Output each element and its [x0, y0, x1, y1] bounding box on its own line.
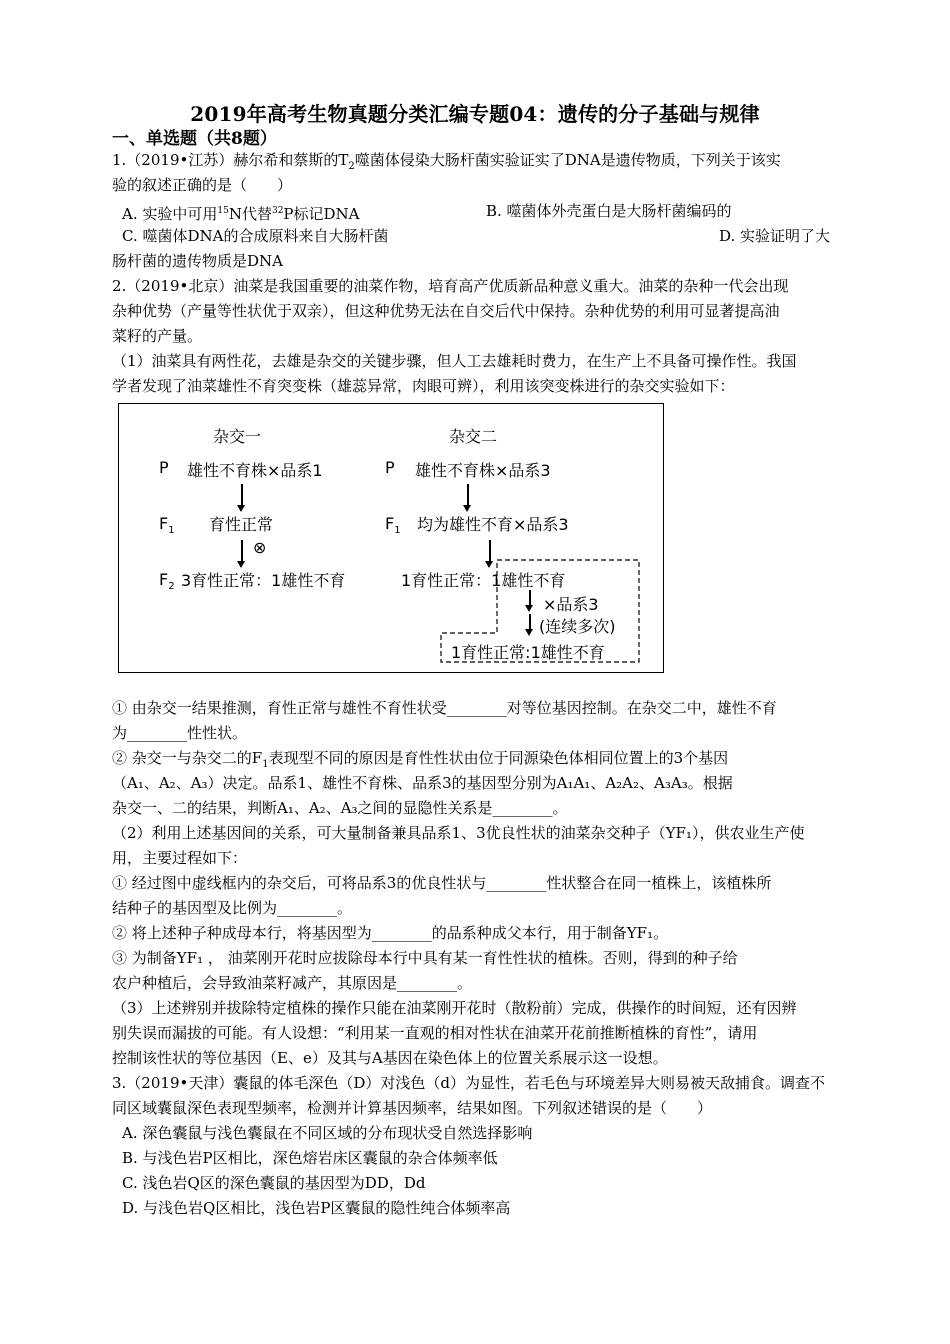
q2-part2-sub1-line2: 结种子的基因型及比例为________。: [112, 899, 353, 917]
q1-option-c: C. 噬菌体DNA的合成原料来自大肠杆菌: [122, 227, 389, 245]
q1-stem-line2: 验的叙述正确的是（ ）: [112, 176, 293, 194]
q2-sub2-line3: 杂交一、二的结果，判断A₁、A₂、A₃之间的显隐性关系是________。: [112, 799, 568, 817]
cross1-f2-label: $F_2$: [159, 570, 175, 593]
cross2-title: 杂交二: [449, 427, 498, 446]
q2-sub1-line2: 为________性性状。: [112, 724, 248, 742]
dashed-repeat-note: (连续多次): [539, 617, 616, 636]
cross2-parents: 雄性不育株×品系3: [415, 461, 551, 480]
cross2-f1-result: 均为雄性不育×品系3: [417, 515, 569, 534]
selfing-symbol: ⊗: [253, 538, 267, 557]
q2-part2-sub2: ② 将上述种子种成母本行，将基因型为________的品系种成父本行，用于制备YF₁。: [112, 924, 669, 942]
q2-part2-line2: 用，主要过程如下：: [112, 849, 248, 867]
q2-part2-sub1-line1: ① 经过图中虚线框内的杂交后，可将品系3的优良性状与________性状整合在同一植株上，该植株所: [112, 874, 772, 892]
dashed-arrow-1: [529, 590, 531, 606]
dashed-arrow-2: [529, 614, 531, 630]
q2-part3-line3: 控制该性状的等位基因（E、e）及其与A基因在染色体上的位置关系展示这一设想。: [112, 1049, 668, 1067]
q3-stem-line2: 同区域囊鼠深色表现型频率，检测并计算基因频率，结果如图。下列叙述错误的是（ ）: [112, 1099, 713, 1117]
q3-option-c: C. 浅色岩Q区的深色囊鼠的基因型为DD，Dd: [122, 1174, 426, 1192]
page-title: 2019年高考生物真题分类汇编专题04：遗传的分子基础与规律: [190, 102, 760, 126]
q2-stem-line1: 2.（2019•北京）油菜是我国重要的油菜作物，培育高产优质新品种意义重大。油菜的杂种一代会出现: [112, 277, 789, 295]
q2-sub2-line1: ② 杂交一与杂交二的$F_1$表现型不同的原因是育性性状由位于同源染色体相同位置上的3个基因: [112, 749, 729, 770]
q2-sub2-line2: （A₁、A₂、A₃）决定。品系1、雄性不育株、品系3的基因型分别为A₁A₁、A₂A₂、A₃A₃。根据: [112, 774, 733, 792]
dashed-cross-line3: ×品系3: [543, 595, 599, 614]
q3-option-d: D. 与浅色岩Q区相比，浅色岩P区囊鼠的隐性纯合体频率高: [122, 1199, 511, 1217]
q3-option-b: B. 与浅色岩P区相比，深色熔岩床区囊鼠的杂合体频率低: [122, 1149, 498, 1167]
q2-part2-line1: （2）利用上述基因间的关系，可大量制备兼具品系1、3优良性状的油菜杂交种子（YF₁），供农业生产使: [112, 824, 805, 842]
cross2-next-ratio: 1育性正常：1雄性不育: [401, 571, 566, 590]
q2-part3-line2: 别失误而漏拔的可能。有人设想：“利用某一直观的相对性状在油菜开花前推断植株的育性”，请用: [112, 1024, 758, 1042]
q1-option-b: B. 噬菌体外壳蛋白是大肠杆菌编码的: [486, 202, 732, 220]
section-heading: 一、单选题（共8题）: [112, 129, 277, 149]
cross2-f1-label: $F_1$: [385, 514, 401, 537]
q2-part2-sub3-line2: 农户种植后，会导致油菜籽减产，其原因是________。: [112, 974, 473, 992]
q2-stem-line3: 菜籽的产量。: [112, 327, 203, 345]
q2-sub1-line1: ① 由杂交一结果推测，育性正常与雄性不育性状受________对等位基因控制。在杂交二中，雄性不育: [112, 699, 777, 717]
q2-part1-line2: 学者发现了油菜雄性不育突变株（雄蕊异常，肉眼可辨），利用该突变株进行的杂交实验如下：: [112, 377, 735, 395]
cross1-f2-ratio: 3育性正常：1雄性不育: [181, 571, 346, 590]
q1-option-a: A. 实验中可用$^{15}$N代替$^{32}$P标记DNA: [122, 205, 360, 223]
q2-part1-line1: （1）油菜具有两性花，去雄是杂交的关键步骤，但人工去雄耗时费力，在生产上不具备可操作性。我国: [112, 352, 797, 370]
cross1-f1-label: $F_1$: [159, 514, 175, 537]
q1-option-d-cont: 肠杆菌的遗传物质是DNA: [112, 252, 283, 270]
cross1-title: 杂交一: [213, 427, 262, 446]
cross1-p-label: P: [159, 458, 169, 477]
q3-stem-line1: 3.（2019•天津）囊鼠的体毛深色（D）对浅色（d）为显性，若毛色与环境差异大则易被天敌捕食。调查不: [112, 1074, 825, 1092]
cross2-p-label: P: [385, 458, 395, 477]
q1-stem-line1: 1.（2019•江苏）赫尔希和蔡斯的$T_2$噬菌体侵染大肠杆菌实验证实了DNA是遗传物质，下列关于该实: [112, 151, 781, 172]
q1-option-d: D. 实验证明了大: [719, 227, 831, 245]
dashed-final-ratio: 1育性正常:1雄性不育: [451, 643, 605, 662]
q2-stem-line2: 杂种优势（产量等性状优于双亲），但这种优势无法在自交后代中保持。杂种优势的利用可显著提高油: [112, 302, 780, 320]
cross1-parents: 雄性不育株×品系1: [187, 461, 323, 480]
q3-option-a: A. 深色囊鼠与浅色囊鼠在不同区域的分布现状受自然选择影响: [122, 1124, 533, 1142]
cross-diagram: [118, 403, 664, 673]
q2-part2-sub3-line1: ③ 为制备YF₁ ， 油菜刚开花时应拔除母本行中具有某一育性性状的植株。否则，得到的种子给: [112, 949, 738, 967]
cross1-f1-result: 育性正常: [209, 515, 274, 534]
q2-part3-line1: （3）上述辨别并拔除特定植株的操作只能在油菜刚开花时（散粉前）完成，供操作的时间短，还有因辨: [112, 999, 797, 1017]
